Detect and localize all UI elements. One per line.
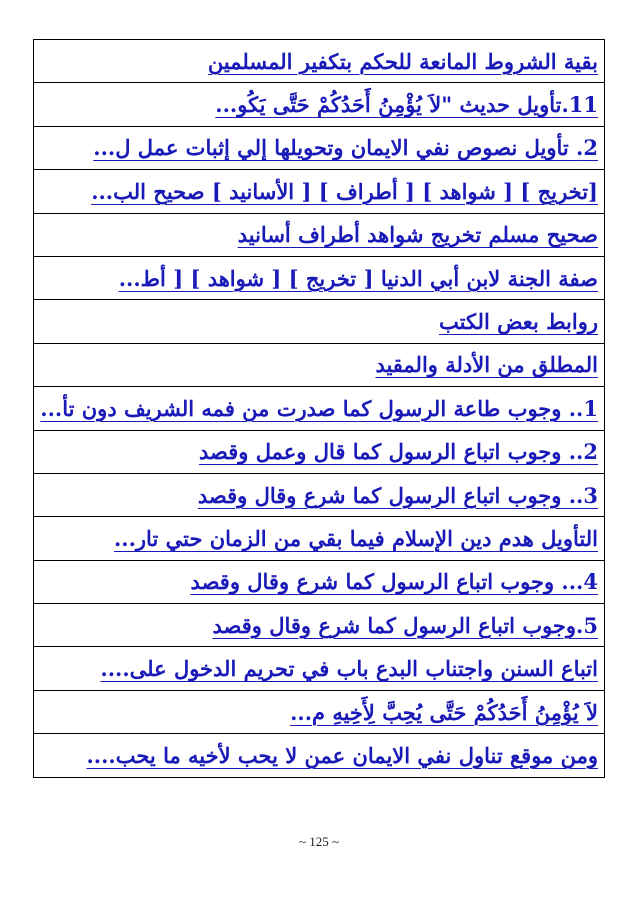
link-item[interactable]: التأويل هدم دين الإسلام فيما بقي من الزمان حتي تار...: [113, 525, 598, 551]
table-cell: [34, 430, 605, 473]
link-item[interactable]: صحيح مسلم تخريج شواهد أطراف أسانيد: [237, 222, 598, 248]
link-item[interactable]: اتباع السنن واجتناب البدع باب في تحريم الدخول على....: [100, 656, 598, 682]
table-cell: [34, 560, 605, 603]
table-row: [34, 473, 605, 516]
table-cell: [34, 300, 605, 343]
table-cell: [34, 343, 605, 386]
link-item[interactable]: 11.تأويل حديث "لاَ يُؤْمِنُ أَحَدُكُمْ حَتَّى يَكُو...: [215, 92, 598, 118]
link-item[interactable]: 2. تأويل نصوص نفي الايمان وتحويلها إلي إثبات عمل ل...: [93, 135, 598, 161]
table-cell: [34, 170, 605, 213]
table-row: [34, 560, 605, 603]
table-row: [34, 430, 605, 473]
links-table-body: [34, 40, 605, 778]
table-row: [34, 300, 605, 343]
table-cell: [34, 690, 605, 733]
table-row: [34, 734, 605, 777]
table-cell: [34, 604, 605, 647]
table-row: [34, 604, 605, 647]
table-row: [34, 213, 605, 256]
link-item[interactable]: روابط بعض الكتب: [438, 309, 598, 335]
link-item[interactable]: [تخريج ] [ شواهد ] [ أطراف ] [ الأسانيد ] صحيح الب...: [91, 178, 598, 204]
table-row: [34, 647, 605, 690]
table-cell: [34, 517, 605, 560]
table-cell: [34, 473, 605, 516]
link-item[interactable]: 1.. وجوب طاعة الرسول كما صدرت من فمه الشريف دون تأ...: [40, 395, 598, 421]
table-cell: [34, 734, 605, 777]
page-number: ~ 125 ~: [298, 834, 340, 849]
link-item[interactable]: ومن موقع تناول نفي الايمان عمن لا يحب لأخيه ما يحب....: [86, 742, 598, 768]
table-row: [34, 387, 605, 430]
table-row: [34, 170, 605, 213]
link-item[interactable]: صفة الجنة لابن أبي الدنيا [ تخريج ] [ شواهد ] [ أط...: [118, 265, 598, 291]
table-row: [34, 126, 605, 169]
table-cell: [34, 256, 605, 299]
link-item[interactable]: المطلق من الأدلة والمقيد: [375, 352, 598, 378]
table-row: [34, 256, 605, 299]
table-row: [34, 40, 605, 83]
link-item[interactable]: 2.. وجوب اتباع الرسول كما قال وعمل وقصد: [199, 439, 598, 465]
table-cell: [34, 213, 605, 256]
table-cell: [34, 126, 605, 169]
link-item[interactable]: 3.. وجوب اتباع الرسول كما شرع وقال وقصد: [197, 482, 598, 508]
link-item[interactable]: 5.وجوب اتباع الرسول كما شرع وقال وقصد: [212, 612, 598, 638]
table-row: [34, 83, 605, 126]
links-table: [33, 39, 605, 778]
table-cell: [34, 387, 605, 430]
table-row: [34, 690, 605, 733]
link-item[interactable]: لاَ يُؤْمِنُ أَحَدُكُمْ حَتَّى يُحِبَّ لِأَخِيهِ م...: [290, 699, 598, 725]
table-row: [34, 343, 605, 386]
table-cell: [34, 40, 605, 83]
link-item[interactable]: 4... وجوب اتباع الرسول كما شرع وقال وقصد: [190, 569, 598, 595]
table-cell: [34, 647, 605, 690]
link-item[interactable]: بقية الشروط المانعة للحكم بتكفير المسلمين: [207, 48, 598, 74]
table-row: [34, 517, 605, 560]
table-cell: [34, 83, 605, 126]
